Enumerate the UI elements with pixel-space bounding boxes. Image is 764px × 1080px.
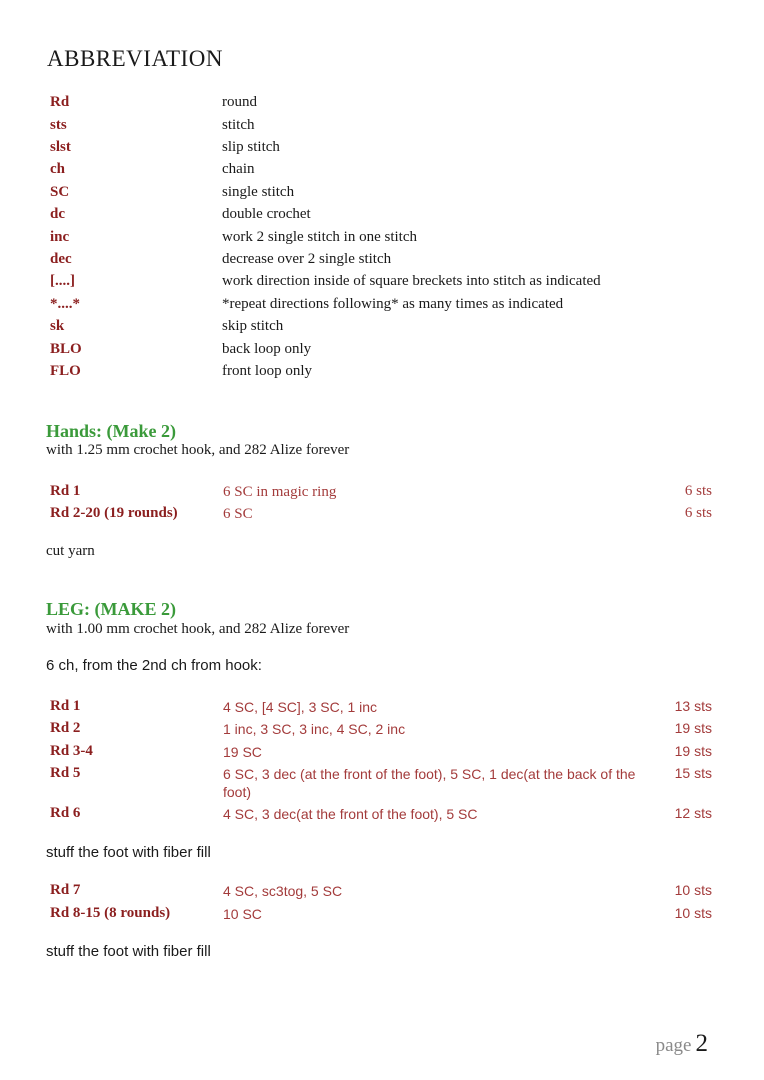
abbreviation-key: sts [50,117,67,133]
round-instruction: 19 SC [223,744,262,760]
abbreviation-key: [....] [50,273,75,289]
abbreviation-value: stitch [222,117,255,133]
abbreviation-row [0,161,764,183]
round-instruction: 6 SC [223,506,253,522]
round-label: Rd 1 [50,698,81,714]
abbreviation-key: ch [50,161,65,177]
leg-section-subtitle: with 1.00 mm crochet hook, and 282 Alize forever [46,621,350,637]
stitch-count: 10 sts [674,905,712,921]
stitch-count: 6 sts [684,483,712,499]
round-label: Rd 7 [50,882,81,898]
stitch-count: 13 sts [674,698,712,714]
abbreviation-row [0,94,764,116]
abbreviation-value: work 2 single stitch in one stitch [222,229,417,245]
leg-section-title: LEG: (MAKE 2) [46,599,176,619]
abbreviation-value: slip stitch [222,139,280,155]
stitch-count: 6 sts [684,505,712,521]
abbreviation-row [0,273,764,295]
round-instruction: 10 SC [223,906,262,922]
hands-section-title: Hands: (Make 2) [46,421,176,441]
abbreviation-value: decrease over 2 single stitch [222,251,392,267]
round-instruction: 6 SC in magic ring [223,484,337,500]
stitch-count: 19 sts [674,720,712,736]
abbreviation-row [0,296,764,318]
abbreviation-key: slst [50,139,71,155]
page-word: page [655,1035,692,1056]
round-instruction: 1 inc, 3 SC, 3 inc, 4 SC, 2 inc [223,721,406,737]
abbreviation-row [0,341,764,363]
abbreviation-key: inc [50,229,70,245]
abbreviation-row [0,229,764,251]
abbreviation-row [0,139,764,161]
round-instruction: 6 SC, 3 dec (at the front of the foot), 5 SC, 1 dec(at the back of the foot) [223,766,636,800]
abbreviation-value: *repeat directions following* as many times as indicated [222,296,564,312]
round-label: Rd 6 [50,805,81,821]
abbreviation-key: dc [50,206,65,222]
abbreviation-row [0,363,764,385]
round-instruction: 4 SC, [4 SC], 3 SC, 1 inc [223,699,378,715]
abbreviation-value: back loop only [222,341,312,357]
page-footer [656,1030,708,1058]
abbreviation-key: SC [50,184,70,200]
abbreviation-key: dec [50,251,72,267]
abbreviation-value: skip stitch [222,318,284,334]
page-heading: ABBREVIATION [47,46,223,71]
stitch-count: 15 sts [674,765,712,781]
leg-start-instruction: 6 ch, from the 2nd ch from hook: [46,657,262,674]
hands-section-subtitle: with 1.25 mm crochet hook, and 282 Alize forever [46,442,350,458]
round-label: Rd 2-20 (19 rounds) [50,505,178,521]
round-label: Rd 8-15 (8 rounds) [50,905,171,921]
abbreviation-key: *....* [50,296,80,312]
abbreviation-row [0,206,764,228]
stitch-count: 19 sts [674,743,712,759]
abbreviation-key: Rd [50,94,70,110]
abbreviation-row [0,251,764,273]
abbreviation-value: round [222,94,257,110]
round-label: Rd 1 [50,483,81,499]
round-instruction: 4 SC, 3 dec(at the front of the foot), 5 SC [223,806,478,822]
abbreviation-row [0,117,764,139]
leg-note-2: stuff the foot with fiber fill [46,943,211,960]
abbreviation-value: work direction inside of square breckets into stitch as indicated [222,273,601,289]
abbreviation-value: chain [222,161,255,177]
abbreviation-key: FLO [50,363,81,379]
abbreviation-value: front loop only [222,363,312,379]
abbreviation-row [0,184,764,206]
round-label: Rd 2 [50,720,81,736]
page-number: 2 [695,1030,708,1057]
stitch-count: 12 sts [674,805,712,821]
round-instruction: 4 SC, sc3tog, 5 SC [223,883,343,899]
abbreviation-value: double crochet [222,206,311,222]
hands-note: cut yarn [46,543,95,559]
leg-note-1: stuff the foot with fiber fill [46,844,211,861]
round-label: Rd 5 [50,765,81,781]
round-label: Rd 3-4 [50,743,93,759]
abbreviation-key: BLO [50,341,82,357]
abbreviation-row [0,318,764,340]
stitch-count: 10 sts [674,882,712,898]
abbreviation-key: sk [50,318,65,334]
abbreviation-value: single stitch [222,184,295,200]
